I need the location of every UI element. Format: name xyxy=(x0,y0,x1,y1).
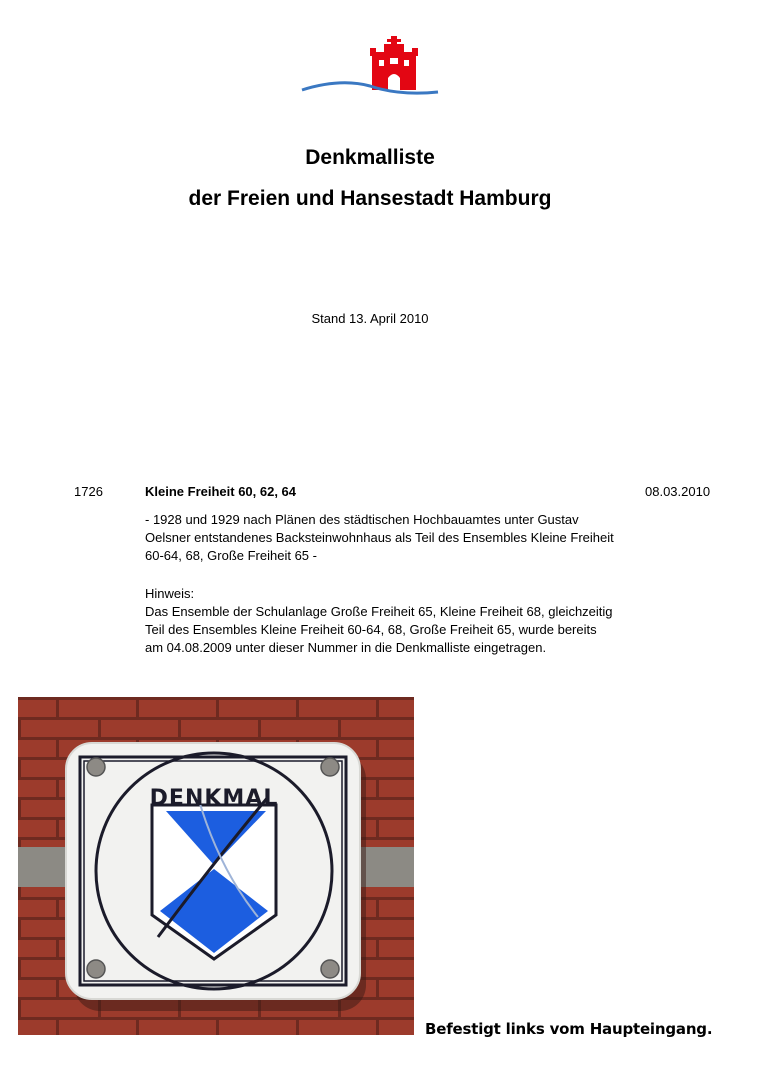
note-label: Hinweis: xyxy=(145,586,195,601)
photo-caption: Befestigt links vom Haupteingang. xyxy=(425,1020,713,1038)
hamburg-coat-of-arms-logo xyxy=(300,34,440,98)
entry-address: Kleine Freiheit 60, 62, 64 xyxy=(145,484,297,499)
stand-date: Stand 13. April 2010 xyxy=(311,311,429,326)
entry-note xyxy=(145,585,615,657)
entry-number: 1726 xyxy=(74,484,103,499)
water-wave-line xyxy=(302,83,438,93)
plaque-text: DENKMAL xyxy=(149,786,279,811)
document-subtitle: der Freien und Hansestadt Hamburg xyxy=(188,187,552,210)
document-title: Denkmalliste xyxy=(305,146,435,169)
monument-plaque-photo xyxy=(18,697,414,1035)
entry-description: - 1928 und 1929 nach Plänen des städtischen Hochbauamtes unter Gustav Oelsner entstandenes Backsteinwohnhaus als Teil des Ensembles Kleine Freiheit 60-64, 68, Große Freiheit 65 - xyxy=(145,512,614,563)
entry-date: 08.03.2010 xyxy=(645,484,711,499)
note-text: Das Ensemble der Schulanlage Große Freiheit 65, Kleine Freiheit 68, gleichzeitig Teil des Ensembles Kleine Freiheit 60-64, 68, Große Freiheit 65, wurde bereits am 04.08.2009 unter dieser Nummer in die Denkmalliste eingetragen. xyxy=(145,604,613,655)
